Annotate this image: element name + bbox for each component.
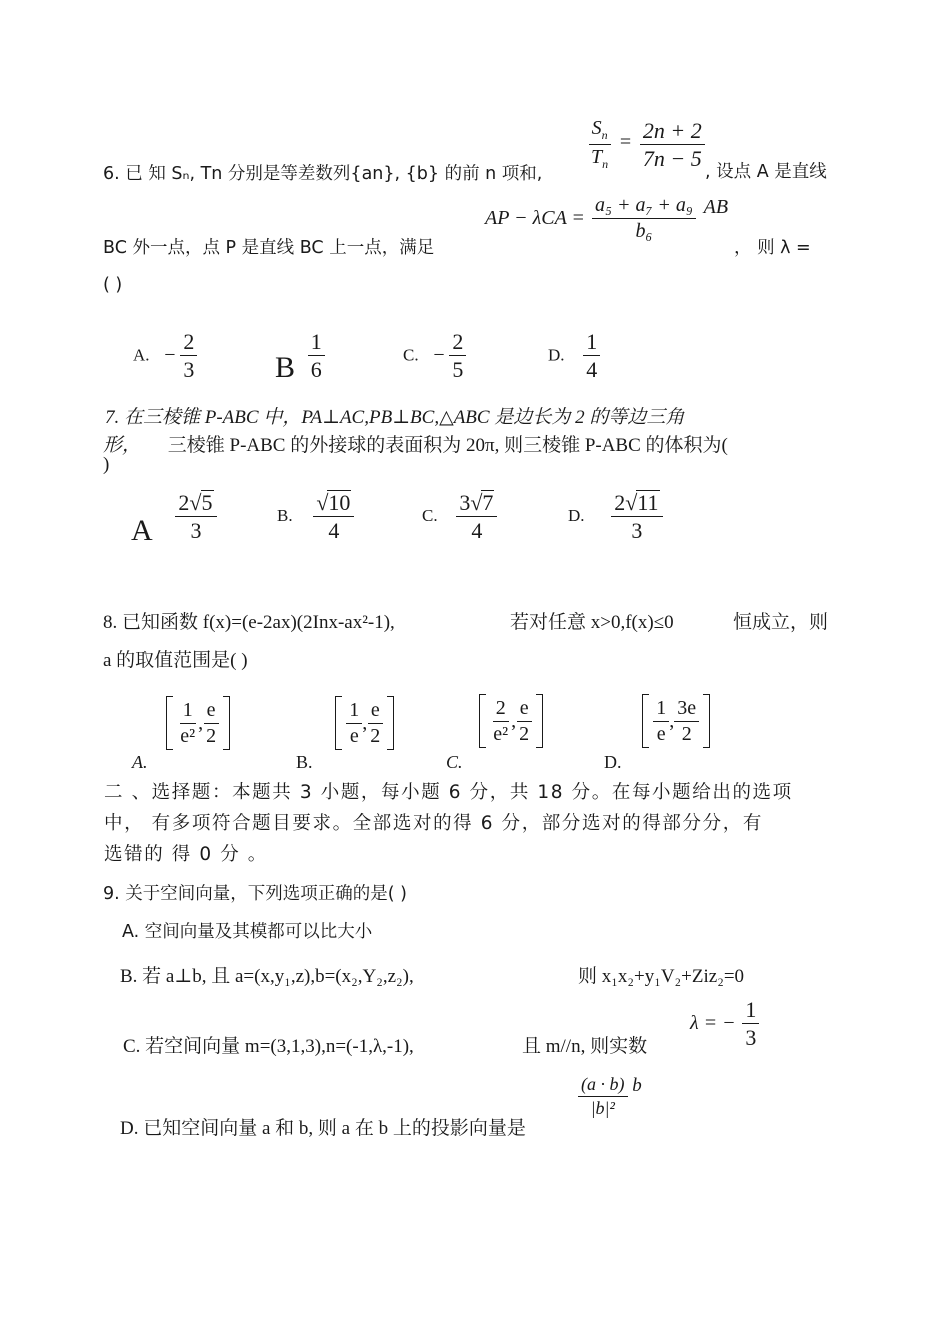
q7-option-d[interactable]: D. $\frac{2√11}{3}$: [568, 490, 663, 542]
q9-option-d-a[interactable]: D. 已知空间向量 a 和 b, 则 a 在 b 上的投影向量是: [120, 1118, 526, 1139]
q9-option-a[interactable]: A. 空间向量及其模都可以比大小: [122, 922, 373, 942]
q6-vector-expression: AP − λCA =: [485, 207, 585, 229]
q8-option-b[interactable]: B. $\frac{1}{e}$ , $\frac{e}{2}$: [296, 696, 394, 756]
q6-option-c[interactable]: C. − $\frac{2}{5}$: [403, 330, 466, 381]
section2-line1: 二 、选择题：本题共 3 小题，每小题 6 分，共 18 分。在每小题给出的选项: [104, 782, 793, 803]
q8-option-c[interactable]: C. $\frac{2}{\text{e²}}$ , $\frac{e}{2}$: [446, 694, 543, 754]
q6-ratio-fraction: $\frac{S_n}{T_n}$ = $\frac{2n + 2}{7n - 5}$: [588, 118, 705, 170]
q7-option-b[interactable]: B. $\frac{√10}{4}$: [277, 490, 354, 542]
q9-option-c-lambda: λ = − $\frac{1}{3}$: [690, 998, 759, 1049]
q6-vector-fraction: $\frac{\text{a₅ + a₇ + a₉}}{\text{b₆}}$ AB: [592, 195, 728, 242]
q7-option-a[interactable]: A $\frac{2√5}{3}$: [131, 490, 217, 542]
q8-option-d[interactable]: D. $\frac{1}{e}$ , $\frac{3e}{2}$: [604, 694, 710, 754]
q9-option-d-projection: $\frac{(a \cdot b)}{\text{|b|²}}$ b: [578, 1075, 642, 1118]
q6-line1-prefix: 6. 已 知 Sₙ, Tn 分别是等差数列{an}, {b} 的前 n 项和,: [103, 164, 543, 184]
q8-option-a[interactable]: A. $\frac{1}{\text{e²}}$ , $\frac{e}{2}$: [132, 696, 230, 756]
q7-line2: 形， 三棱锥 P-ABC 的外接球的表面积为 20π, 则三棱锥 P-ABC 的体积为(: [103, 435, 728, 456]
q8-line1-a: 8. 已知函数 f(x)=(e-2ax)(2Inx-ax²-1),: [103, 612, 395, 633]
q6-line1-suffix: , 设点 A 是直线: [705, 162, 827, 182]
q6-answer-paren: ( ): [103, 275, 123, 295]
q9-option-c-b: 且 m//n, 则实数: [522, 1036, 648, 1057]
q6-line2-suffix: ， 则 λ =: [734, 238, 811, 258]
q7-option-c[interactable]: C. $\frac{3√7}{4}$: [422, 490, 497, 542]
q8-line1-b: 若对任意 x>0,f(x)≤0: [510, 612, 674, 633]
q7-line1: 7. 在三棱锥 P-ABC 中，PA⊥AC,PB⊥BC,△ABC 是边长为 2 的等边三角: [105, 407, 685, 428]
section2-line3: 选错的 得 0 分 。: [104, 844, 268, 865]
q7-line3: ): [103, 454, 110, 475]
q6-option-b[interactable]: B $\frac{1}{6}$: [275, 330, 325, 381]
q6-line2-prefix: BC 外一点，点 P 是直线 BC 上一点，满足: [103, 238, 435, 258]
q6-ratio-denominator: 7n − 5: [642, 145, 702, 171]
section2-line2: 中， 有多项符合题目要求。全部选对的得 6 分，部分选对的得部分分，有: [104, 813, 763, 834]
q6-ratio-numerator: 2n + 2: [640, 119, 705, 145]
q9-stem: 9. 关于空间向量，下列选项正确的是( ): [103, 884, 407, 904]
q8-line1-c: 恒成立，则: [733, 612, 829, 633]
q9-option-b-a[interactable]: B. 若 a⊥b, 且 a=(x,y₁,z),b=(x₂,Y₂,z₂),: [120, 966, 414, 987]
q8-line2: a 的取值范围是( ): [103, 650, 248, 671]
q9-option-c-a[interactable]: C. 若空间向量 m=(3,1,3),n=(-1,λ,-1),: [123, 1036, 414, 1057]
q6-option-d[interactable]: D. $\frac{1}{4}$: [548, 330, 600, 381]
q6-option-a[interactable]: A. − $\frac{2}{3}$: [133, 330, 197, 381]
q9-option-b-b: 则 x₁x₂+y₁V₂+Ziz₂=0: [578, 966, 745, 987]
